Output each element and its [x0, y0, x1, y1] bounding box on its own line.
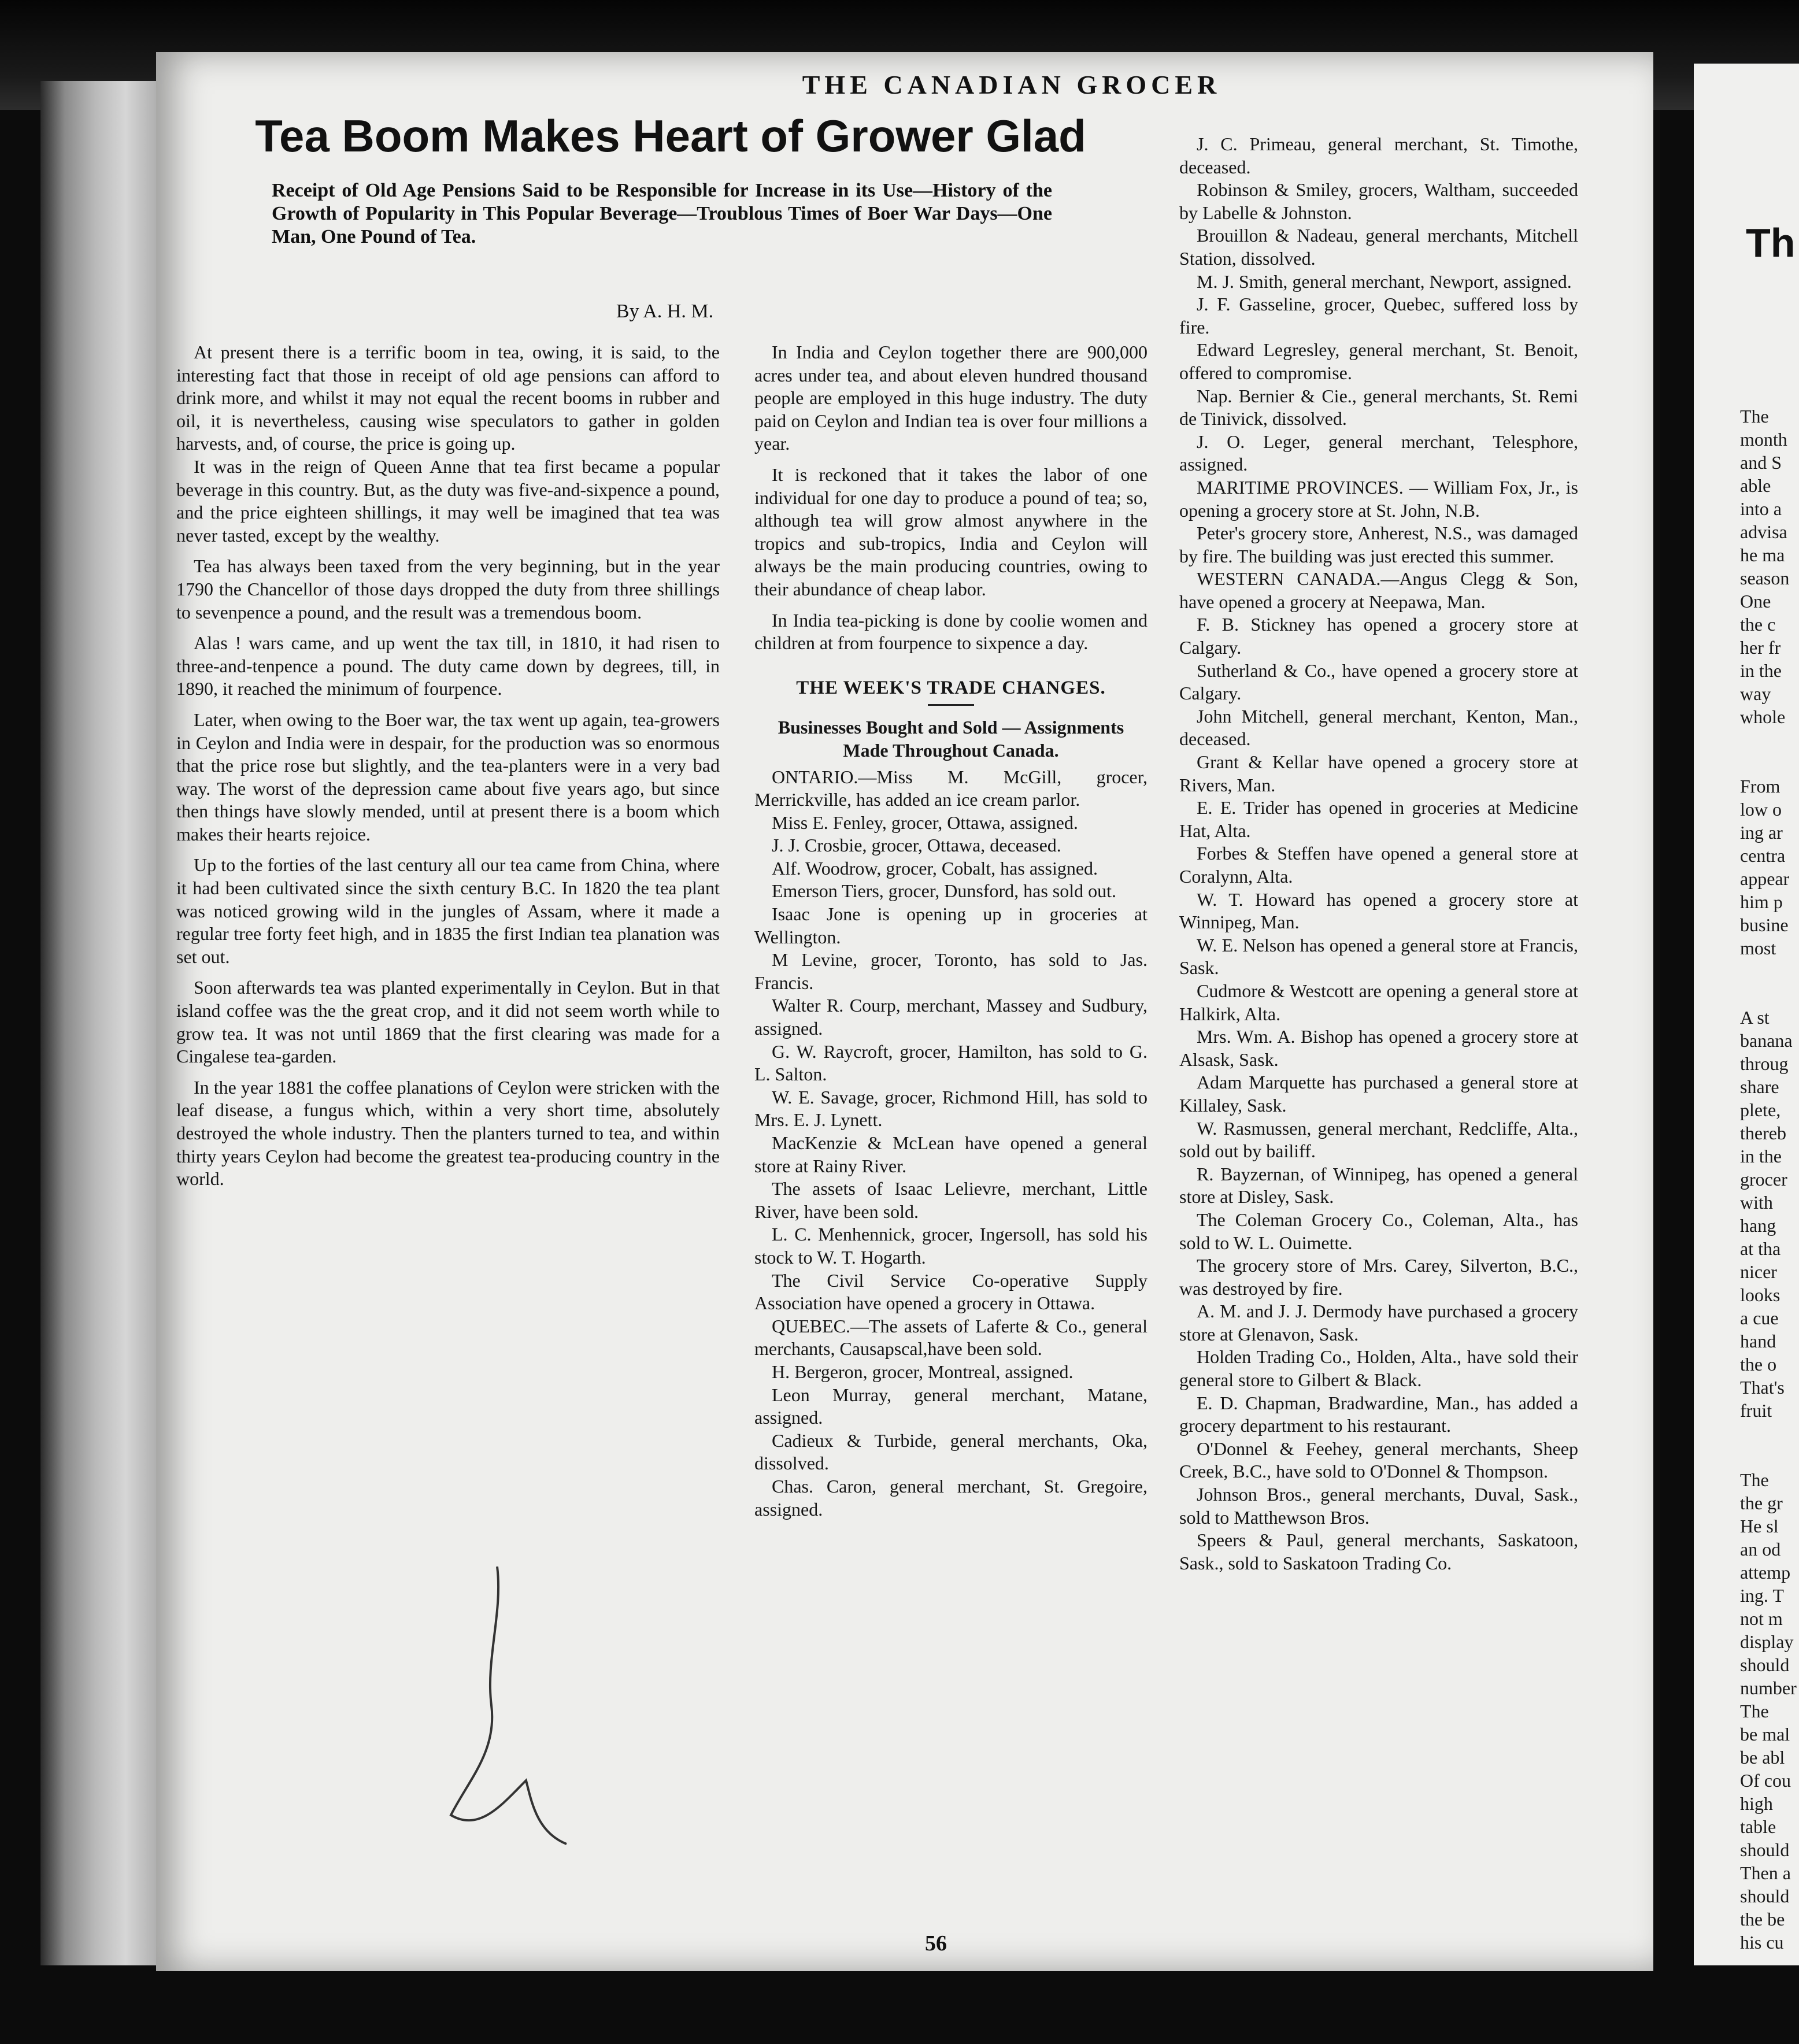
trade-change-item: R. Bayzernan, of Winnipeg, has opened a general store at Disley, Sask. [1179, 1163, 1578, 1208]
right-page-line-fragment: nicer [1740, 1261, 1777, 1282]
trade-change-item: Brouillon & Nadeau, general merchants, Mitchell Station, dissolved. [1179, 225, 1578, 269]
right-page-line-fragment: his cu [1740, 1932, 1784, 1953]
right-page-line-fragment: into a [1740, 498, 1782, 519]
right-page-line-fragment: should [1740, 1886, 1790, 1906]
paragraph: It was in the reign of Queen Anne that tea first became a popular beverage in this country. But, as the duty was five-and-sixpence a pound, and the price eighteen shillings, it may well be imagined that tea was never tasted, except by the wealthy. [176, 456, 720, 546]
trade-change-item: J. O. Leger, general merchant, Telesphore, assigned. [1179, 431, 1578, 475]
trade-change-item: Grant & Kellar have opened a grocery store at Rivers, Man. [1179, 751, 1578, 795]
trade-change-item: Speers & Paul, general merchants, Saskatoon, Sask., sold to Saskatoon Trading Co. [1179, 1530, 1578, 1573]
trade-changes-list-part-2 [1179, 133, 1578, 1575]
trade-change-item: J. F. Gasseline, grocer, Quebec, suffered loss by fire. [1179, 294, 1578, 338]
right-page-line-fragment: most [1740, 938, 1776, 958]
right-page-line-fragment: with [1740, 1192, 1773, 1213]
right-page-line-fragment: in the [1740, 1146, 1782, 1167]
trade-change-item: Johnson Bros., general merchants, Duval, Sask., sold to Matthewson Bros. [1179, 1484, 1578, 1528]
trade-change-item: Chas. Caron, general merchant, St. Gregoire, assigned. [754, 1475, 1147, 1520]
paragraph: Alas ! wars came, and up went the tax till, in 1810, it had risen to three-and-tenpence a pound. The duty came down by degrees, till, in 1890, it reached the minimum of fourpence. [176, 632, 720, 699]
right-page-line-fragment: hang [1740, 1215, 1776, 1236]
right-page-line-fragment: season [1740, 568, 1790, 588]
trade-change-item: ONTARIO.—Miss M. McGill, grocer, Merrickville, has added an ice cream parlor. [754, 766, 1147, 810]
paragraph: Up to the forties of the last century all our tea came from China, where it had been cultivated since the sixth century B.C. In 1820 the tea plant was noticed growing wild in the jungles of Assam, where it made a regular tree forty feet high, and in 1835 the first Indian tea planation was set out. [176, 854, 720, 967]
right-page-line-fragment: and S [1740, 452, 1782, 473]
right-page-line-fragment: advisa [1740, 521, 1787, 542]
right-page-line-fragment: appear [1740, 868, 1790, 889]
trade-change-item: E. D. Chapman, Bradwardine, Man., has added a grocery department to his restaurant. [1179, 1392, 1578, 1436]
right-page-fragment [1694, 64, 1799, 1965]
trade-change-item: The Coleman Grocery Co., Coleman, Alta., has sold to W. L. Ouimette. [1179, 1209, 1578, 1253]
trade-change-item: Holden Trading Co., Holden, Alta., have sold their general store to Gilbert & Black. [1179, 1346, 1578, 1391]
trade-change-item: Robinson & Smiley, grocers, Waltham, succeeded by Labelle & Johnston. [1179, 179, 1578, 223]
right-page-line-fragment: him p [1740, 891, 1783, 912]
trade-change-item: WESTERN CANADA.—Angus Clegg & Son, have opened a grocery at Neepawa, Man. [1179, 568, 1578, 612]
right-page-line-fragment: the be [1740, 1909, 1785, 1930]
paragraph: In India and Ceylon together there are 900,000 acres under tea, and about eleven hundred thousand people are employed in this huge industry. The duty paid on Ceylon and Indian tea is over four millions a year. [754, 342, 1147, 454]
right-page-heading-fragment: Th [1746, 220, 1796, 265]
right-page-line-fragment: A st [1740, 1007, 1770, 1028]
paragraph: In the year 1881 the coffee planations of Ceylon were stricken with the leaf disease, a fungus which, within a very short time, absolutely destroyed the whole industry. Then the planters turned to tea, and within thirty years Ceylon had become the greatest tea-producing country in the world. [176, 1076, 720, 1190]
right-page-line-fragment: an od [1740, 1539, 1781, 1560]
article-column-2 [754, 341, 1147, 1521]
trade-change-item: Leon Murray, general merchant, Matane, assigned. [754, 1384, 1147, 1428]
trade-change-item: W. E. Savage, grocer, Richmond Hill, has sold to Mrs. E. J. Lynett. [754, 1086, 1147, 1131]
right-page-line-fragment: share [1740, 1076, 1779, 1097]
trade-change-item: Alf. Woodrow, grocer, Cobalt, has assigned. [772, 857, 1098, 879]
right-page-line-fragment: a cue [1740, 1308, 1779, 1328]
paragraph: In India tea-picking is done by coolie women and children at from fourpence to sixpence a day. [754, 609, 1147, 654]
right-page-line-fragment: The [1740, 406, 1769, 427]
article-headline: Tea Boom Makes Heart of Grower Glad [255, 110, 1086, 161]
trade-change-item: Emerson Tiers, grocer, Dunsford, has sold out. [772, 880, 1116, 902]
trade-change-item: The Civil Service Co-operative Supply Association have opened a grocery in Ottawa. [754, 1269, 1147, 1314]
right-page-line-fragment: table [1740, 1816, 1776, 1837]
trade-change-item: MacKenzie & McLean have opened a general store at Rainy River. [754, 1132, 1147, 1176]
trade-change-item: QUEBEC.—The assets of Laferte & Co., general merchants, Causapscal,have been sold. [754, 1315, 1147, 1360]
trade-change-item: L. C. Menhennick, grocer, Ingersoll, has sold his stock to W. T. Hogarth. [754, 1224, 1147, 1268]
right-page-line-fragment: display [1740, 1631, 1794, 1652]
right-page-line-fragment: way [1740, 683, 1771, 704]
right-page-line-fragment: he ma [1740, 545, 1785, 565]
trade-change-item: J. C. Primeau, general merchant, St. Timothe, deceased. [1179, 134, 1578, 177]
right-page-line-fragment: One [1740, 591, 1771, 612]
right-page-line-fragment: be mal [1740, 1724, 1790, 1745]
right-page-line-fragment: fruit [1740, 1400, 1772, 1421]
right-page-line-fragment: number [1740, 1678, 1797, 1698]
trade-change-item: Adam Marquette has purchased a general store at Killaley, Sask. [1179, 1072, 1578, 1116]
trade-changes-subtitle: Businesses Bought and Sold — Assignments Made Throughout Canada. [778, 717, 1124, 761]
right-page-line-fragment: able [1740, 475, 1771, 496]
right-page-line-fragment: at tha [1740, 1238, 1781, 1259]
running-head: THE CANADIAN GROCER [802, 70, 1221, 99]
right-page-line-fragment: Then a [1740, 1862, 1791, 1883]
trade-change-item: Walter R. Courp, merchant, Massey and Sudbury, assigned. [754, 995, 1147, 1039]
right-page-line-fragment: the gr [1740, 1493, 1783, 1513]
right-page-line-fragment: centra [1740, 845, 1786, 866]
right-page-line-fragment: should [1740, 1654, 1790, 1675]
right-page-line-fragment: hand [1740, 1331, 1776, 1351]
right-page-line-fragment: whole [1740, 706, 1786, 727]
trade-changes-list-part-1 [754, 766, 1147, 1521]
right-page-line-fragment: The [1740, 1701, 1769, 1721]
right-page-line-fragment: throug [1740, 1053, 1789, 1074]
trade-change-item: Peter's grocery store, Anherest, N.S., was damaged by fire. The building was just erected this summer. [1179, 523, 1578, 566]
book-page-edges [40, 81, 162, 1965]
trade-change-item: F. B. Stickney has opened a grocery store at Calgary. [1179, 614, 1578, 658]
trade-change-item: Nap. Bernier & Cie., general merchants, St. Remi de Tinivick, dissolved. [1179, 385, 1578, 429]
right-page-line-fragment: ing ar [1740, 822, 1783, 843]
trade-change-item: Forbes & Steffen have opened a general store at Coralynn, Alta. [1179, 843, 1578, 887]
trade-change-item: W. Rasmussen, general merchant, Redcliffe, Alta., sold out by bailiff. [1179, 1117, 1578, 1162]
right-page-line-fragment: the o [1740, 1354, 1777, 1375]
trade-change-item: A. M. and J. J. Dermody have purchased a grocery store at Glenavon, Sask. [1179, 1301, 1578, 1345]
trade-change-item: E. E. Trider has opened in groceries at Medicine Hat, Alta. [1179, 797, 1578, 841]
right-page-line-fragment: thereb [1740, 1123, 1786, 1143]
trade-change-item: The grocery store of Mrs. Carey, Silverton, B.C., was destroyed by fire. [1179, 1255, 1578, 1299]
right-page-line-fragment: looks [1740, 1284, 1781, 1305]
section-rule [928, 704, 974, 706]
right-page-line-fragment: not m [1740, 1608, 1783, 1629]
article-deck: Receipt of Old Age Pensions Said to be Responsible for Increase in its Use—History of the Growth of Popularity in This Popular Beverage—Troublous Times of Boer War Days—One Man, One Pound of Tea. [272, 180, 1052, 247]
trade-change-item: Sutherland & Co., have opened a grocery store at Calgary. [1179, 660, 1578, 704]
trade-change-item: Isaac Jone is opening up in groceries at Wellington. [754, 903, 1147, 947]
article-column-1 [176, 341, 720, 1191]
right-page-line-fragment: in the [1740, 660, 1782, 681]
right-page-line-fragment: That's [1740, 1377, 1785, 1398]
right-page-line-fragment: busine [1740, 914, 1789, 935]
right-page-line-fragment: Of cou [1740, 1770, 1791, 1791]
right-page-line-fragment: should [1740, 1839, 1790, 1860]
right-page-line-fragment: ing. T [1740, 1585, 1784, 1606]
trade-change-item: Miss E. Fenley, grocer, Ottawa, assigned. [772, 812, 1078, 833]
trade-change-item: G. W. Raycroft, grocer, Hamilton, has sold to G. L. Salton. [754, 1040, 1147, 1085]
right-page-line-fragment: her fr [1740, 637, 1781, 658]
trade-change-item: W. E. Nelson has opened a general store at Francis, Sask. [1179, 934, 1578, 979]
trade-change-item: M Levine, grocer, Toronto, has sold to Jas. Francis. [754, 949, 1147, 993]
right-page-line-fragment: the c [1740, 614, 1776, 635]
paragraph: Tea has always been taxed from the very beginning, but in the year 1790 the Chancellor of those days dropped the duty from three shillings to sevenpence a pound, and the result was a tremendous boom. [176, 556, 720, 623]
trade-change-item: Mrs. Wm. A. Bishop has opened a grocery store at Alsask, Sask. [1179, 1026, 1578, 1070]
trade-change-item: M. J. Smith, general merchant, Newport, assigned. [1197, 271, 1572, 292]
right-page-line-fragment: high [1740, 1793, 1773, 1814]
trade-change-item: MARITIME PROVINCES. — William Fox, Jr., is opening a grocery store at St. John, N.B. [1179, 476, 1578, 521]
page-number: 56 [925, 1931, 947, 1956]
trade-change-item: The assets of Isaac Lelievre, merchant, Little River, have been sold. [754, 1178, 1147, 1222]
paragraph: Soon afterwards tea was planted experimentally in Ceylon. But in that island coffee was the the great crop, and it did not seem worth while to grow tea. It was not until 1869 that the first clearing was made for a Cingalese tea-garden. [176, 977, 720, 1067]
right-page-line-fragment: be abl [1740, 1747, 1785, 1768]
right-page-line-fragment: He sl [1740, 1516, 1779, 1536]
right-page-line-fragment: From [1740, 776, 1781, 797]
right-page-line-fragment: The [1740, 1469, 1769, 1490]
trade-change-item: Cudmore & Westcott are opening a general store at Halkirk, Alta. [1179, 980, 1578, 1024]
right-page-line-fragment: plete, [1740, 1099, 1781, 1120]
trade-change-item: H. Bergeron, grocer, Montreal, assigned. [772, 1361, 1074, 1382]
paragraph: It is reckoned that it takes the labor of one individual for one day to produce a pound of tea; so, although tea will grow almost anywhere in the tropics and sub-tropics, India and Ceylon will always be the main producing countries, owing to their abundance of cheap labor. [754, 464, 1147, 599]
trade-change-item: John Mitchell, general merchant, Kenton, Man., deceased. [1179, 705, 1578, 750]
trade-change-item: W. T. Howard has opened a grocery store at Winnipeg, Man. [1179, 888, 1578, 933]
pencil-mark [416, 1561, 590, 1861]
right-page-line-fragment: attemp [1740, 1562, 1791, 1583]
right-page-line-fragment: grocer [1740, 1169, 1787, 1190]
trade-change-item: J. J. Crosbie, grocer, Ottawa, deceased. [772, 835, 1061, 856]
trade-change-item: Edward Legresley, general merchant, St. Benoit, offered to compromise. [1179, 339, 1578, 383]
paragraph: Later, when owing to the Boer war, the tax went up again, tea-growers in Ceylon and India were in despair, for the production was so enormous that the price rose but slightly, and the tea-planters were in a very bad way. The worst of the depression came about five years ago, but since then things have slowly mended, until at present there is a boom which makes their hearts rejoice. [176, 709, 720, 845]
article-column-3 [1179, 133, 1578, 1575]
trade-changes-title: THE WEEK'S TRADE CHANGES. [796, 677, 1106, 698]
right-page-line-fragment: low o [1740, 799, 1782, 820]
article-byline: By A. H. M. [616, 301, 714, 322]
right-page-line-fragment: month [1740, 429, 1787, 450]
right-page-line-fragment: banana [1740, 1030, 1793, 1051]
trade-change-item: O'Donnel & Feehey, general merchants, Sheep Creek, B.C., have sold to O'Donnel & Thompson. [1179, 1438, 1578, 1482]
paragraph: At present there is a terrific boom in tea, owing, it is said, to the interesting fact that those in receipt of old age pensions can afford to drink more, and whilst it may not equal the recent booms in rubber and oil, it is nevertheless, causing wise speculators to gather in golden harvests, and, of course, the price is going up. [176, 342, 720, 454]
trade-change-item: Cadieux & Turbide, general merchants, Oka, dissolved. [754, 1430, 1147, 1474]
